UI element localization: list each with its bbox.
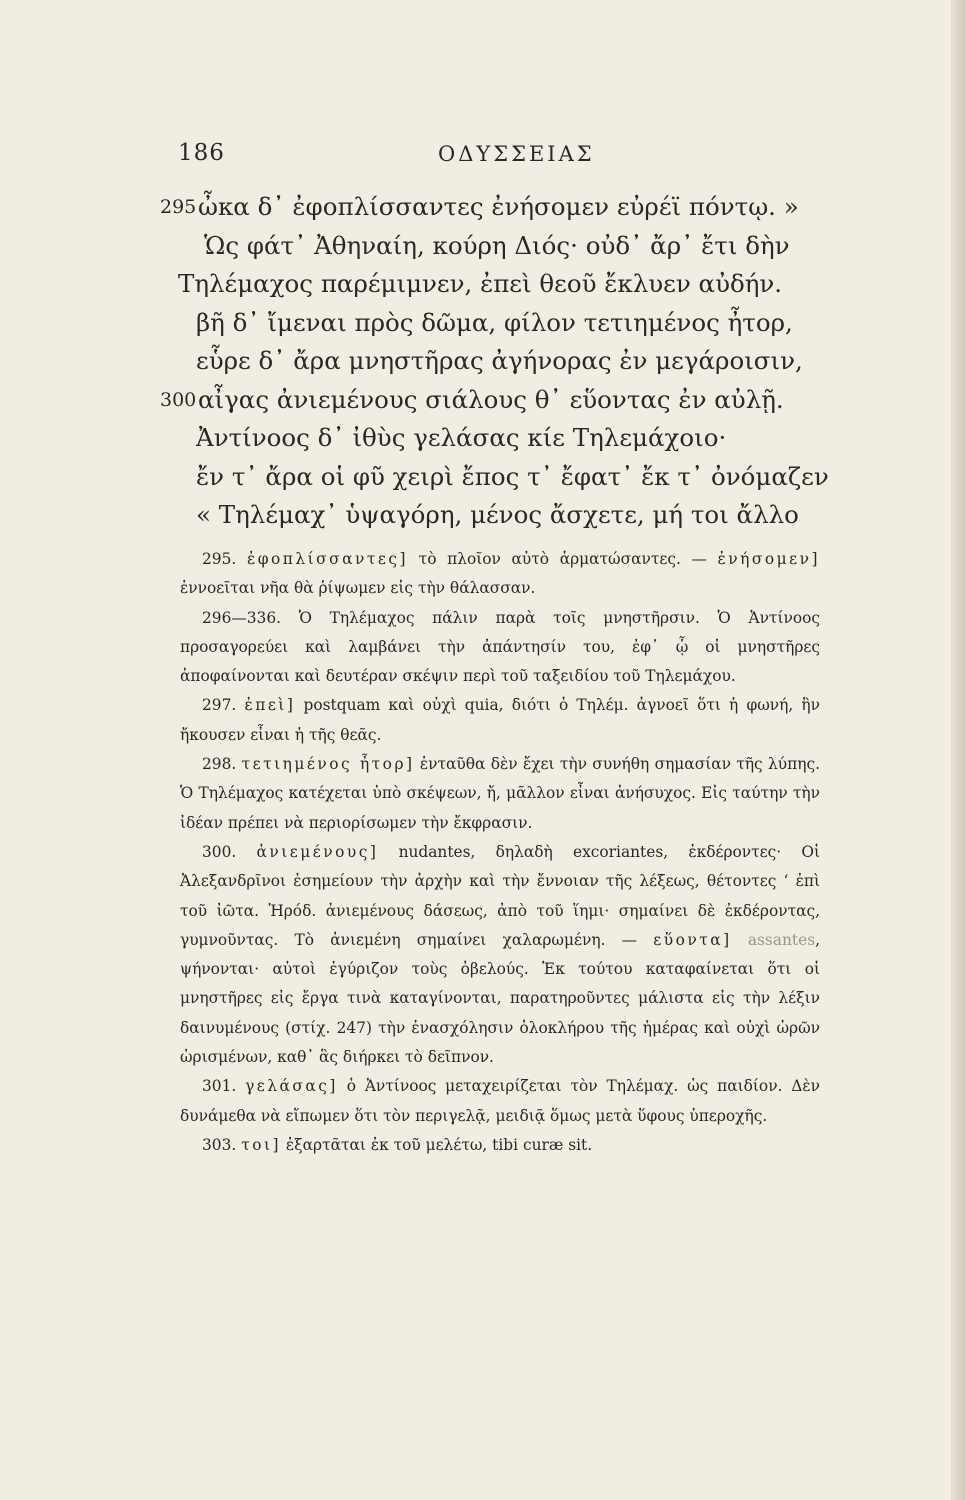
note-lemma: τοι] [241,1135,282,1154]
note-lemma: ἐνήσομεν] [717,550,820,568]
page-header [178,140,818,180]
note-text: ἐννοεῖται νῆα θὰ ῥίψωμεν εἰς τὴν θάλασσαν. [180,579,536,598]
verse-line [160,496,820,535]
note-297 [180,691,820,750]
note-text: ἐξαρτᾶται ἐκ τοῦ μελέτω, tibi curæ sit. [281,1135,593,1154]
note-lemma: ἐπεὶ] [244,696,296,715]
commentary-notes [180,545,820,1160]
note-number: 297. [202,696,237,715]
note-lemma: ἐφοπλίσσαντες] [246,550,409,568]
note-text: , ψήνονται· αὐτοὶ ἐγύριζον τοὺς ὀβελούς. Ἐκ τούτου καταφαίνεται ὅτι οἱ μνηστῆρες εἰς ἔργα τινὰ καταγίνονται, παρατηροῦντες μάλιστα εἰς τὴν λέξιν δαινυμένους (στίχ. 247) τὴν ἐνασχόλησιν ὁλοκλήρου τῆς ἡμέρας καὶ οὐχὶ ὡρῶν ὡρισμένων, καθ᾽ ἃς διήρκει τὸ δεῖπνον. [180,930,820,1067]
verse-text: « Τηλέμαχ᾽ ὑψαγόρη, μένος ἄσχετε, μή τοι ἄλλο [196,500,799,529]
note-number: 300. [202,842,237,861]
verse-line [160,381,820,420]
note-text: nudantes, δηλαδὴ excoriantes, ἐκδέροντες· Οἱ Ἀλεξανδρῖνοι ἐσημείουν τὴν ἀρχὴν καὶ τὴν ἔννοιαν τῆς λέξεως, θέτοντες ʻ ἐπὶ τοῦ ἰῶτα. Ἡρόδ. ἀνιεμένους δάσεως, ἀπὸ τοῦ ἵημι· σημαίνει δὲ ἐκδέροντας, γυμνοῦντας. Τὸ ἀνιεμένη σημαίνει χαλαρωμένη. — [180,842,820,949]
verse-text: βῆ δ᾽ ἴμεναι πρὸς δῶμα, φίλον τετιημένος ἦτορ, [196,307,793,337]
verse-text: αἶγας ἀνιεμένους σιάλους θ᾽ εὕοντας ἐν αὐλῇ. [198,384,784,414]
note-text: ἐνταῦθα δὲν ἔχει τὴν συνήθη σημασίαν τῆς λύπης. Ὁ Τηλέμαχος κατέχεται ὑπὸ σκέψεων, ἤ, μᾶλλον εἶναι ἀνήσυχος. Εἰς ταύτην τὴν ἰδέαν πρέπει νὰ περιορίσωμεν τὴν ἔκφρασιν. [180,755,820,832]
note-lemma: τετιημένος ἦτορ] [241,755,415,774]
note-text: τὸ πλοῖον αὐτὸ ἁρματώσαντες. — [408,550,718,568]
note-text: ὁ Ἀντίνοος μεταχειρίζεται τὸν Τηλέμαχ. ὡς παιδίον. Δὲν δυνάμεθα νὰ εἴπωμεν ὅτι τὸν περιγελᾷ, μειδιᾷ ὅμως μετὰ ὕφους ὑπεροχῆς. [180,1077,820,1125]
verse-line [160,419,820,458]
note-295 [180,545,820,604]
note-text: Ὁ Τηλέμαχος πάλιν παρὰ τοῖς μνηστῆρσιν. Ὁ Ἀντίνοος προσαγορεύει καὶ λαμβάνει τὴν ἀπάντησίν του, ἐφ᾽ ᾧ οἱ μνηστῆρες ἀποφαίνονται καὶ δευτέραν σκέψιν περὶ τοῦ ταξειδίου τοῦ Τηλεμάχου. [180,608,820,686]
note-296-336 [180,604,820,692]
note-301 [180,1072,820,1131]
verse-line [160,342,820,381]
verse-number: 300 [160,388,197,411]
verse-text: Τηλέμαχος παρέμιμνεν, ἐπεὶ θεοῦ ἔκλυεν αὐδήν. [178,269,783,298]
note-number: 296—336. [202,608,282,627]
verse-text: εὗρε δ᾽ ἄρα μνηστῆρας ἀγήνορας ἐν μεγάροισιν, [196,346,803,375]
verse-text: Ἀντίνοος δ᾽ ἰθὺς γελάσας κίε Τηλεμάχοιο· [196,423,727,452]
note-298 [180,750,820,838]
verse-text: ἔν τ᾽ ἄρα οἱ φῦ χειρὶ ἔπος τ᾽ ἔφατ᾽ ἔκ τ᾽ ὀνόμαζεν [196,461,829,491]
verse-line [160,265,820,304]
note-number: 298. [202,755,237,774]
verse-line [160,227,820,266]
note-latin-gloss: assantes [731,930,816,949]
verse-text: ὦκα δ᾽ ἐφοπλίσσαντες ἐνήσομεν εὐρέϊ πόντῳ. » [198,192,799,221]
page-edge-shadow [951,0,965,1500]
note-text: postquam καὶ οὐχὶ quia, διότι ὁ Τηλέμ. ἀγνοεῖ ὅτι ἡ φωνή, ἣν ἤκουσεν εἶναι ἡ τῆς θεᾶς. [180,696,820,744]
verse-line [160,304,820,343]
running-title: ΟΔΥΣΣΕΙΑΣ [438,142,595,166]
verse-line [160,458,829,497]
note-number: 295. [202,550,237,568]
verse-block [160,188,829,535]
note-number: 303. [202,1135,237,1154]
note-lemma: εὕοντα] [653,930,732,949]
note-300 [180,838,820,1072]
note-lemma: γελάσας] [245,1077,338,1096]
page-number: 186 [178,140,225,166]
note-303 [180,1131,820,1160]
note-lemma: ἀνιεμένους] [256,842,379,861]
verse-number: 295 [160,196,197,218]
verse-text: Ὡς φάτ᾽ Ἀθηναίη, κούρη Διός· οὐδ᾽ ἄρ᾽ ἔτι δὴν [204,230,790,260]
note-number: 301. [202,1077,237,1096]
verse-line [160,188,820,227]
